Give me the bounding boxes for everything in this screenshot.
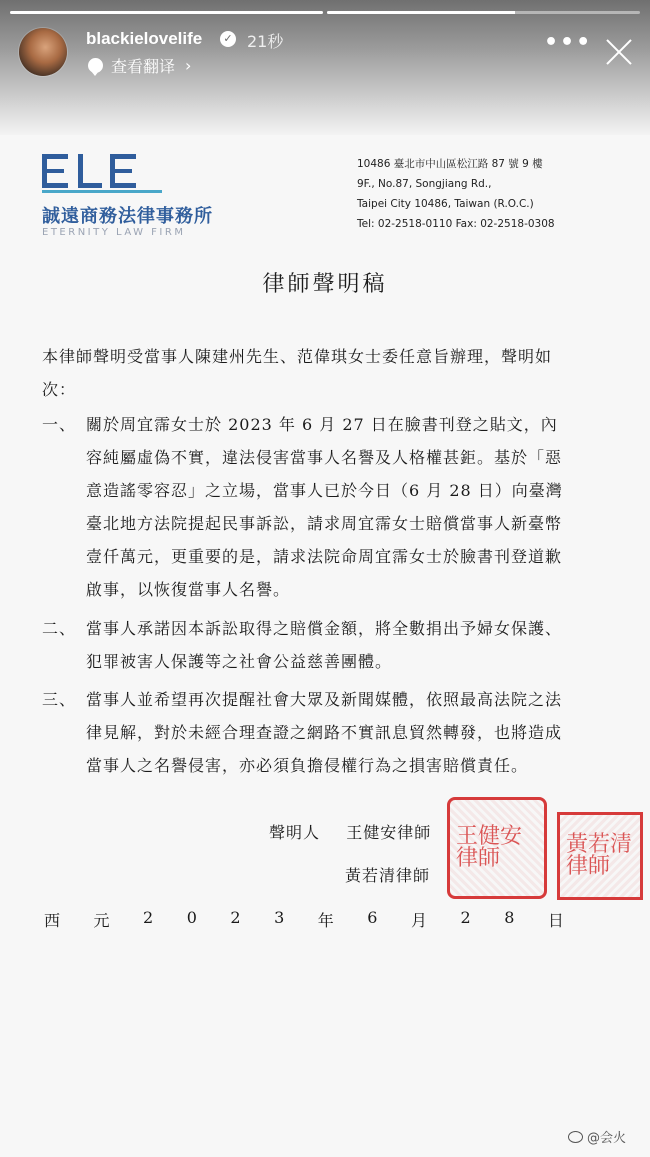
signer-name-1: 王健安律師 (346, 823, 432, 842)
item-number: 三、 (42, 690, 77, 709)
address-line: Taipei City 10486, Taiwan (R.O.C.) (357, 198, 534, 210)
progress-segment (10, 11, 323, 14)
statement-item (42, 612, 567, 678)
avatar[interactable] (19, 28, 67, 76)
date-char: 2 (460, 908, 471, 927)
weibo-watermark (568, 1127, 626, 1146)
chevron-right-icon: › (185, 56, 192, 75)
firm-name-english: ETERNITY LAW FIRM (42, 227, 186, 238)
address-line: 9F., No.87, Songjiang Rd., (357, 178, 492, 190)
signer-name-2: 黃若清律師 (345, 866, 431, 885)
document-title: 律師聲明稿 (262, 272, 388, 297)
item-number: 二、 (42, 619, 77, 638)
translate-bubble-icon (88, 58, 103, 73)
date-char: 日 (547, 911, 564, 930)
red-seal-stamp-1 (447, 797, 547, 899)
red-seal-stamp-2 (557, 812, 643, 900)
item-text: 當事人並希望再次提醒社會大眾及新聞媒體，依照最高法院之法律見解，對於未經合理查證之網路不實訊息貿然轉發，也將造成當事人之名譽侵害，亦必須負擔侵權行為之損害賠償責任。 (86, 690, 563, 775)
date-char: 6 (367, 908, 378, 927)
date-char: 2 (143, 908, 154, 927)
date-char: 8 (504, 908, 515, 927)
signer-label: 聲明人 (269, 823, 321, 842)
story-progress-bar (10, 11, 640, 14)
progress-segment (327, 11, 640, 14)
date-char: 3 (274, 908, 285, 927)
verified-badge-icon: ✓ (220, 31, 236, 47)
date-char: 年 (317, 911, 334, 930)
item-number: 一、 (42, 415, 77, 434)
item-text: 當事人承諾因本訴訟取得之賠償金額，將全數捐出予婦女保護、犯罪被害人保護等之社會公益慈善團體。 (86, 619, 563, 671)
item-text: 關於周宜霈女士於 2023 年 6 月 27 日在臉書刊登之貼文，內容純屬虛偽不實，違法侵害當事人名譽及人格權甚鉅。基於「惡意造謠零容忍」之立場，當事人已於今日（6 月 28 日）向臺灣臺北地方法院提起民事訴訟，請求周宜霈女士賠償當事人新臺幣壹仟萬元，更重要的是，請求法院命周宜霈女士於臉書刊登道歉啟事，以恢復當事人名譽。 (86, 415, 563, 599)
seal-text-2: 黃若清律師 (566, 832, 633, 879)
intro-paragraph: 本律師聲明受當事人陳建州先生、范偉琪女士委任意旨辦理，聲明如次： (42, 347, 553, 399)
firm-name: 誠遠商務法律事務所 (42, 206, 213, 227)
statement-document (0, 130, 650, 1157)
close-icon[interactable] (603, 36, 635, 68)
post-time: 21秒 (247, 32, 284, 51)
elf-logo-mark (42, 152, 162, 196)
date-char: 月 (410, 911, 427, 930)
statement-item (42, 683, 567, 782)
signer-line-1 (269, 820, 431, 843)
signer-line-2 (345, 863, 430, 886)
address-line: Tel: 02-2518-0110 Fax: 02-2518-0308 (357, 218, 555, 230)
firm-logo (42, 152, 242, 238)
progress-fill-1 (10, 11, 323, 14)
username[interactable]: blackielovelife (86, 29, 203, 48)
more-options-icon[interactable]: ••• (544, 30, 593, 55)
document-date (44, 908, 564, 931)
date-char: 西 (44, 911, 61, 930)
statement-item (42, 408, 567, 606)
weibo-logo-icon (568, 1131, 583, 1143)
progress-fill-2 (327, 11, 515, 14)
translate-label: 查看翻译 (111, 57, 176, 76)
watermark-text: @会火 (587, 1131, 627, 1146)
date-char: 元 (93, 911, 110, 930)
date-char: 2 (230, 908, 241, 927)
seal-text-1: 王健安律師 (456, 824, 523, 871)
address-line: 10486 臺北市中山區松江路 87 號 9 樓 (357, 158, 543, 170)
translate-link[interactable] (88, 54, 191, 77)
firm-address (357, 154, 555, 234)
date-char: 0 (186, 908, 197, 927)
